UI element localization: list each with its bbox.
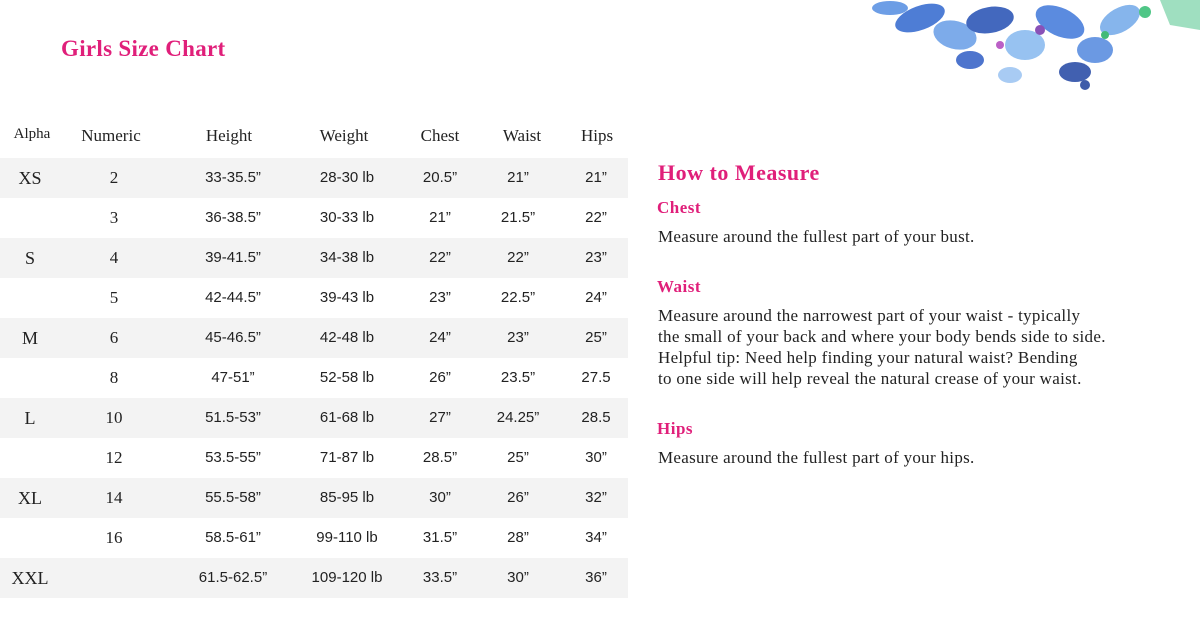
cell-waist: 22.5”	[500, 289, 536, 306]
header-waist: Waist	[502, 126, 542, 145]
cell-numeric: 6	[109, 328, 119, 347]
table-row	[0, 358, 628, 398]
waist-title: Waist	[657, 277, 702, 296]
header-height: Height	[205, 126, 253, 145]
cell-chest: 20.5”	[422, 169, 458, 186]
waist-text-line: to one side will help reveal the natural crease of your waist.	[658, 369, 1082, 388]
cell-weight: 85-95 lb	[319, 489, 375, 506]
cell-hips: 21”	[585, 169, 607, 186]
cell-numeric: 10	[105, 408, 123, 427]
cell-height: 55.5-58”	[205, 489, 261, 506]
cell-numeric: 4	[109, 248, 119, 267]
table-row	[0, 318, 628, 358]
cell-weight: 42-48 lb	[319, 329, 375, 346]
table-row	[0, 518, 628, 558]
cell-height: 36-38.5”	[205, 209, 261, 226]
cell-weight: 52-58 lb	[319, 369, 375, 386]
cell-numeric: 14	[105, 488, 123, 507]
cell-height: 51.5-53”	[205, 409, 261, 426]
waist-text-line: Measure around the narrowest part of your waist - typically	[658, 306, 1081, 325]
cell-chest: 27”	[429, 409, 451, 426]
cell-hips: 36”	[585, 569, 607, 586]
table-header-row	[0, 118, 628, 158]
cell-height: 45-46.5”	[205, 329, 261, 346]
cell-alpha: S	[24, 248, 36, 268]
cell-hips: 27.5	[581, 369, 611, 386]
cell-height: 39-41.5”	[205, 249, 261, 266]
cell-chest: 28.5”	[422, 449, 458, 466]
cell-alpha: XL	[18, 488, 42, 508]
cell-weight: 34-38 lb	[319, 249, 375, 266]
hips-title: Hips	[657, 419, 694, 438]
chest-section	[656, 198, 1186, 247]
cell-height: 42-44.5”	[205, 289, 261, 306]
waist-text	[658, 305, 1186, 389]
cell-weight: 109-120 lb	[311, 569, 383, 586]
cell-hips: 28.5	[581, 409, 611, 426]
floral-watercolor-icon	[860, 0, 1200, 95]
table-row	[0, 278, 628, 318]
header-chest: Chest	[420, 126, 460, 145]
cell-alpha: XS	[18, 168, 42, 188]
cell-numeric: 12	[105, 448, 123, 467]
how-to-measure-heading: How to Measure	[658, 160, 820, 185]
cell-hips: 34”	[585, 529, 607, 546]
cell-height: 47-51”	[211, 369, 255, 386]
cell-waist: 21.5”	[500, 209, 536, 226]
cell-waist: 28”	[507, 529, 529, 546]
header-alpha: Alpha	[13, 126, 51, 142]
cell-waist: 21”	[507, 169, 529, 186]
cell-chest: 21”	[429, 209, 451, 226]
cell-waist: 22”	[507, 249, 529, 266]
cell-chest: 26”	[429, 369, 451, 386]
cell-numeric: 3	[109, 208, 119, 227]
table-row	[0, 438, 628, 478]
cell-waist: 24.25”	[496, 409, 540, 426]
header-weight: Weight	[319, 126, 369, 145]
cell-hips: 32”	[585, 489, 607, 506]
cell-numeric: 16	[105, 528, 123, 547]
cell-weight: 28-30 lb	[319, 169, 375, 186]
cell-height: 58.5-61”	[205, 529, 261, 546]
chest-text: Measure around the fullest part of your bust.	[658, 227, 975, 246]
cell-waist: 23”	[507, 329, 529, 346]
page-title: Girls Size Chart	[61, 36, 226, 61]
cell-chest: 33.5”	[422, 569, 458, 586]
cell-weight: 71-87 lb	[319, 449, 375, 466]
waist-section	[656, 277, 1186, 389]
cell-hips: 24”	[585, 289, 607, 306]
cell-hips: 23”	[585, 249, 607, 266]
cell-waist: 23.5”	[500, 369, 536, 386]
cell-weight: 30-33 lb	[319, 209, 375, 226]
cell-waist: 30”	[507, 569, 529, 586]
table-row	[0, 558, 628, 598]
chest-title: Chest	[657, 198, 702, 217]
size-chart-table	[0, 118, 628, 598]
cell-weight: 99-110 lb	[316, 529, 378, 546]
cell-numeric: 5	[109, 288, 119, 307]
how-to-measure-panel	[656, 160, 1186, 498]
header-numeric: Numeric	[81, 126, 141, 145]
table-row	[0, 238, 628, 278]
cell-hips: 25”	[585, 329, 607, 346]
header-hips: Hips	[580, 126, 614, 145]
cell-chest: 22”	[429, 249, 451, 266]
cell-hips: 22”	[585, 209, 607, 226]
hips-text: Measure around the fullest part of your hips.	[658, 448, 975, 467]
cell-weight: 61-68 lb	[319, 409, 375, 426]
cell-chest: 23”	[429, 289, 451, 306]
cell-height: 61.5-62.5”	[198, 569, 268, 586]
table-row	[0, 158, 628, 198]
waist-text-line: Helpful tip: Need help finding your natural waist? Bending	[658, 348, 1078, 367]
table-row	[0, 198, 628, 238]
cell-alpha: L	[24, 408, 36, 428]
cell-chest: 24”	[429, 329, 451, 346]
cell-chest: 30”	[429, 489, 451, 506]
cell-chest: 31.5”	[422, 529, 458, 546]
cell-weight: 39-43 lb	[319, 289, 375, 306]
waist-text-line: the small of your back and where your body bends side to side.	[658, 327, 1106, 346]
cell-numeric: 8	[109, 368, 119, 387]
cell-alpha: XXL	[11, 568, 49, 588]
cell-numeric: 2	[109, 168, 119, 187]
table-row	[0, 398, 628, 438]
table-row	[0, 478, 628, 518]
cell-alpha: M	[21, 328, 39, 348]
cell-waist: 25”	[507, 449, 529, 466]
cell-height: 33-35.5”	[205, 169, 261, 186]
hips-section	[656, 419, 1186, 468]
cell-hips: 30”	[585, 449, 607, 466]
cell-height: 53.5-55”	[205, 449, 261, 466]
cell-waist: 26”	[507, 489, 529, 506]
